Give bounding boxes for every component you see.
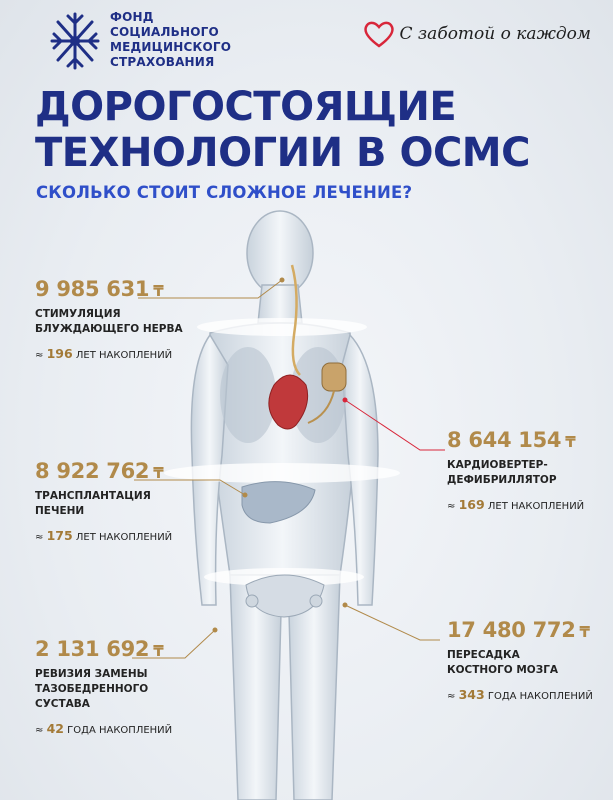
fund-logo — [46, 8, 231, 74]
treatment-label: РЕВИЗИЯ ЗАМЕНЫ ТАЗОБЕДРЕННОГО СУСТАВА — [35, 668, 149, 710]
treatment-vagus-nerve — [35, 277, 183, 361]
savings-years: ≈ 42 ГОДА НАКОПЛЕНИЙ — [35, 721, 173, 736]
treatment-bone-marrow — [447, 618, 593, 702]
slogan-text: С заботой о каждом — [399, 24, 591, 44]
treatment-label: ТРАНСПЛАНТАЦИЯ ПЕЧЕНИ — [35, 490, 151, 517]
page-title: ДОРОГОСТОЯЩИЕ ТЕХНОЛОГИИ В ОСМС — [35, 84, 530, 176]
price: 2 131 692 ₸ — [35, 637, 164, 661]
savings-years: ≈ 196 ЛЕТ НАКОПЛЕНИЙ — [35, 346, 173, 361]
price: 9 985 631 ₸ — [35, 277, 164, 301]
treatment-label: КАРДИОВЕРТЕР- ДЕФИБРИЛЛЯТОР — [447, 459, 557, 486]
slogan — [362, 18, 592, 50]
treatment-icd — [447, 428, 584, 512]
treatment-label: ПЕРЕСАДКА КОСТНОГО МОЗГА — [447, 649, 559, 676]
treatment-hip-revision — [35, 637, 172, 736]
savings-years: ≈ 343 ГОДА НАКОПЛЕНИЙ — [447, 687, 593, 702]
snowflake-cross-icon — [46, 8, 104, 74]
price: 17 480 772 ₸ — [447, 618, 590, 642]
savings-years: ≈ 175 ЛЕТ НАКОПЛЕНИЙ — [35, 528, 173, 543]
heart-icon — [362, 18, 396, 50]
treatment-liver-transplant — [35, 459, 172, 543]
price: 8 922 762 ₸ — [35, 459, 164, 483]
human-body-illustration — [150, 205, 470, 800]
logo-text: ФОНД СОЦИАЛЬНОГО МЕДИЦИНСКОГО СТРАХОВАНИЯ — [110, 10, 232, 69]
page-subtitle: СКОЛЬКО СТОИТ СЛОЖНОЕ ЛЕЧЕНИЕ? — [36, 183, 413, 202]
price: 8 644 154 ₸ — [447, 428, 576, 452]
savings-years: ≈ 169 ЛЕТ НАКОПЛЕНИЙ — [447, 497, 585, 512]
treatment-label: СТИМУЛЯЦИЯ БЛУЖДАЮЩЕГО НЕРВА — [35, 308, 183, 335]
